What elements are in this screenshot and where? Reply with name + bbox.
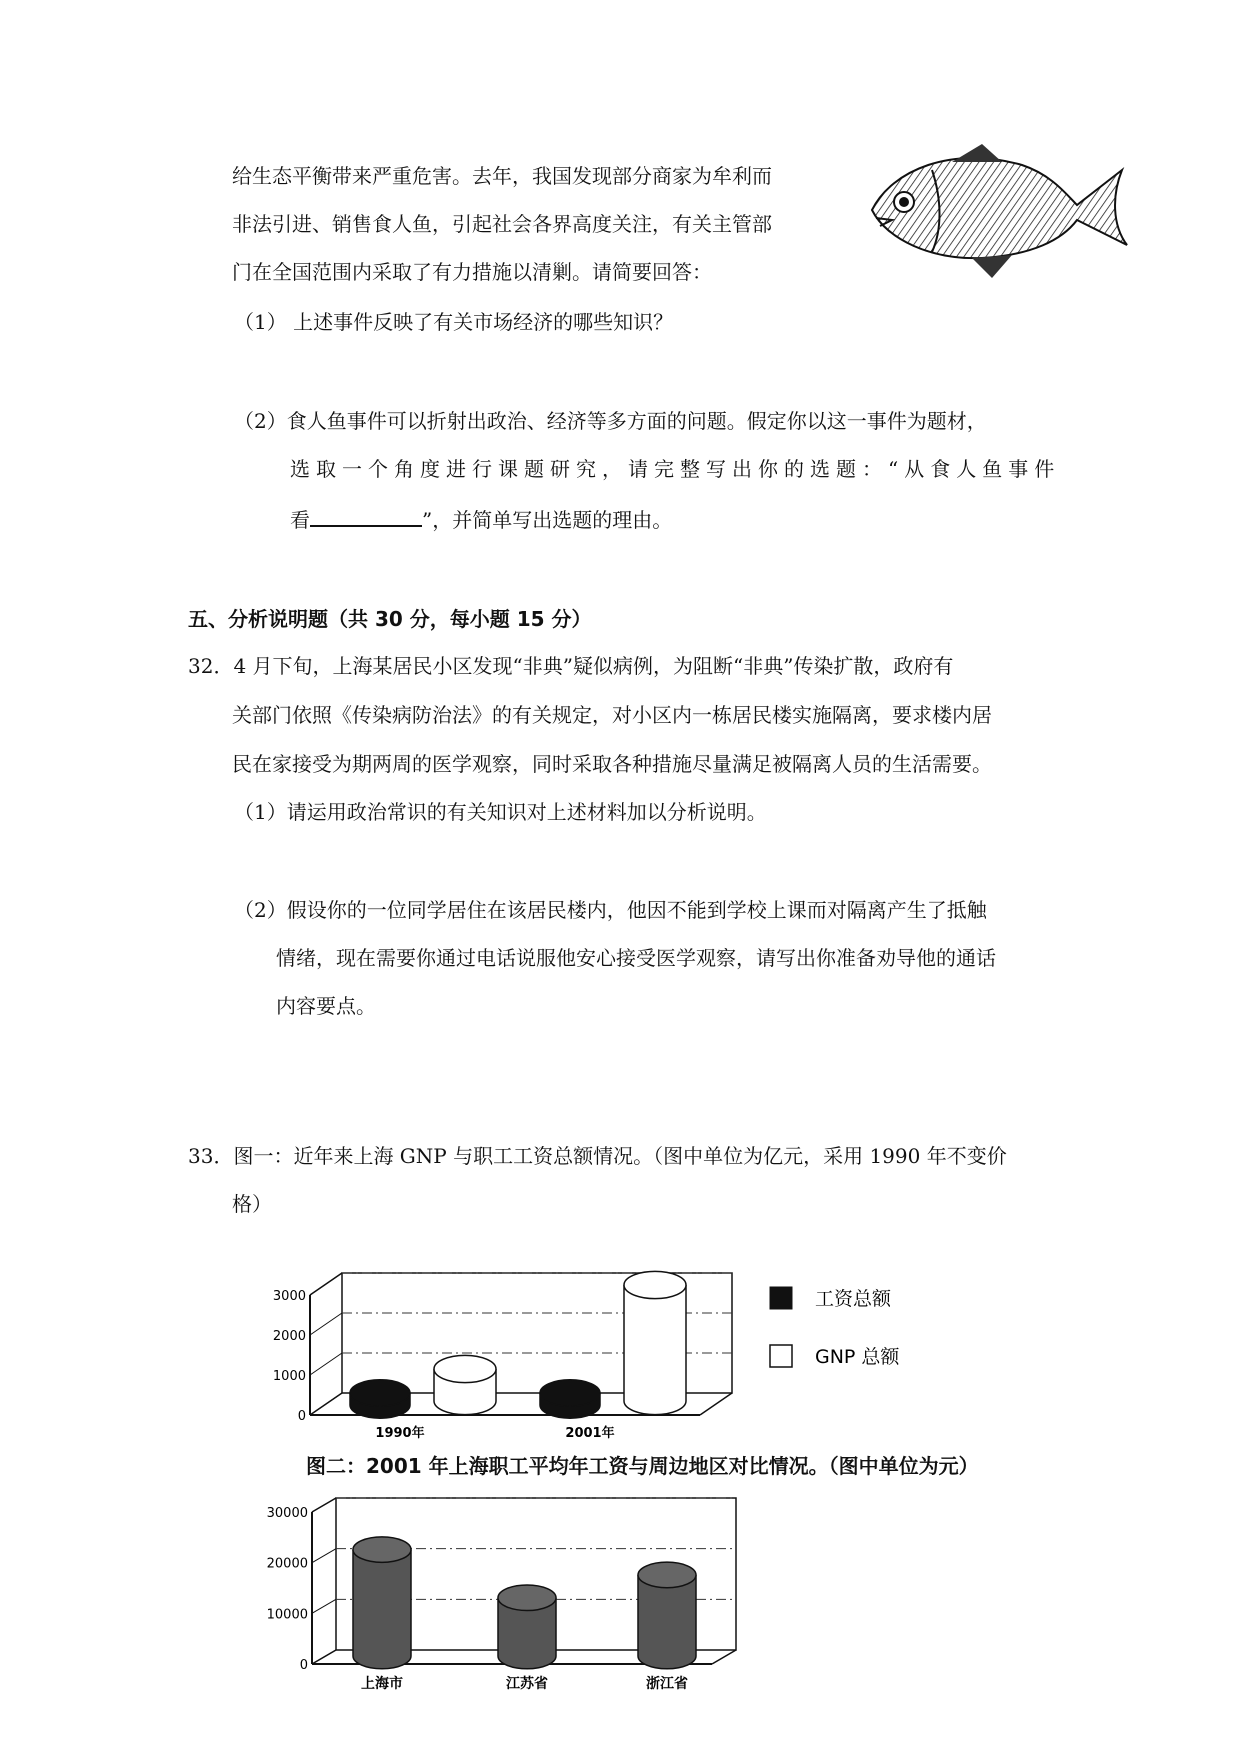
bar-wage-1 (540, 1380, 600, 1418)
figure2-chart (262, 1492, 762, 1702)
q31-line3-suffix: ”，并简单写出选题的理由。 (422, 508, 673, 532)
y-tick-label: 0 (299, 1658, 308, 1673)
intro-line-3: 门在全国范围内采取了有力措施以清剿。请简要回答： (232, 260, 712, 284)
q31-sub2-line2: 选取一个角度进行课题研究，请完整写出你的选题：“从食人鱼事件 (290, 457, 1061, 481)
legend-swatch-gnp (770, 1345, 792, 1367)
tick-edge (312, 1549, 336, 1563)
q32-line-1: 32．4 月下旬，上海某居民小区发现“非典”疑似病例，为阻断“非典”传染扩散，政府有 (188, 654, 954, 678)
y-tick-label: 20000 (266, 1556, 308, 1572)
x-tick-label: 浙江省 (646, 1676, 688, 1692)
y-tick-label: 3000 (272, 1289, 306, 1304)
intro-line-1: 给生态平衡带来严重危害。去年，我国发现部分商家为牟利而 (232, 164, 772, 188)
tick-edge (312, 1650, 336, 1664)
figure2-title: 图二：2001 年上海职工平均年工资与周边地区对比情况。（图中单位为元） (306, 1454, 979, 1478)
legend-swatch-wage (770, 1287, 792, 1309)
q31-sub2-line1: （2）食人鱼事件可以折射出政治、经济等多方面的问题。假定你以这一事件为题材， (234, 409, 987, 433)
x-tick-label: 江苏省 (506, 1676, 548, 1692)
y-tick-label: 30000 (266, 1506, 308, 1521)
bar-1 (498, 1585, 556, 1669)
x-tick-label: 1990年 (375, 1426, 425, 1441)
legend-label-wage: 工资总额 (815, 1288, 892, 1310)
bar-wage-0 (350, 1380, 410, 1418)
tick-edge (310, 1353, 342, 1375)
bar-gnp-0 (434, 1355, 496, 1414)
y-tick-label: 2000 (272, 1329, 306, 1344)
bar-0 (353, 1537, 411, 1669)
q31-line3-prefix: 看 (290, 508, 310, 532)
y-tick-label: 0 (297, 1409, 306, 1424)
tick-edge (312, 1498, 336, 1512)
bar-gnp-1 (624, 1271, 686, 1414)
bar-2 (638, 1562, 696, 1669)
x-tick-label: 上海市 (361, 1676, 403, 1692)
q32-sub2-line3: 内容要点。 (276, 994, 376, 1018)
tick-edge (312, 1599, 336, 1613)
answer-blank[interactable] (310, 505, 422, 527)
legend-label-gnp: GNP 总额 (815, 1346, 900, 1368)
tick-edge (310, 1273, 342, 1295)
q31-sub1: （1） 上述事件反映了有关市场经济的哪些知识？ (234, 310, 674, 334)
q33-line-1: 33．图一：近年来上海 GNP 与职工工资总额情况。（图中单位为亿元，采用 1990 年不变价 (188, 1144, 1007, 1168)
y-tick-label: 1000 (272, 1369, 306, 1384)
figure1-chart (260, 1245, 940, 1445)
intro-line-2: 非法引进、销售食人鱼，引起社会各界高度关注，有关主管部 (232, 212, 772, 236)
y-tick-label: 10000 (266, 1607, 308, 1623)
section-heading: 五、分析说明题（共 30 分，每小题 15 分） (188, 607, 592, 631)
fish-illustration (862, 140, 1142, 280)
q33-line-2: 格） (232, 1192, 272, 1216)
x-tick-label: 2001年 (565, 1426, 615, 1441)
q32-sub1: （1）请运用政治常识的有关知识对上述材料加以分析说明。 (234, 800, 767, 824)
chart-edge (700, 1393, 732, 1415)
tick-edge (310, 1313, 342, 1335)
q32-sub2-line2: 情绪，现在需要你通过电话说服他安心接受医学观察，请写出你准备劝导他的通话 (276, 946, 996, 970)
tick-edge (310, 1393, 342, 1415)
q32-line-2: 关部门依照《传染病防治法》的有关规定，对小区内一栋居民楼实施隔离，要求楼内居 (232, 703, 992, 727)
chart-edge (712, 1650, 736, 1664)
q32-line-3: 民在家接受为期两周的医学观察，同时采取各种措施尽量满足被隔离人员的生活需要。 (232, 752, 992, 776)
q31-sub2-line3 (290, 505, 672, 534)
q32-sub2-line1: （2）假设你的一位同学居住在该居民楼内，他因不能到学校上课而对隔离产生了抵触 (234, 898, 987, 922)
